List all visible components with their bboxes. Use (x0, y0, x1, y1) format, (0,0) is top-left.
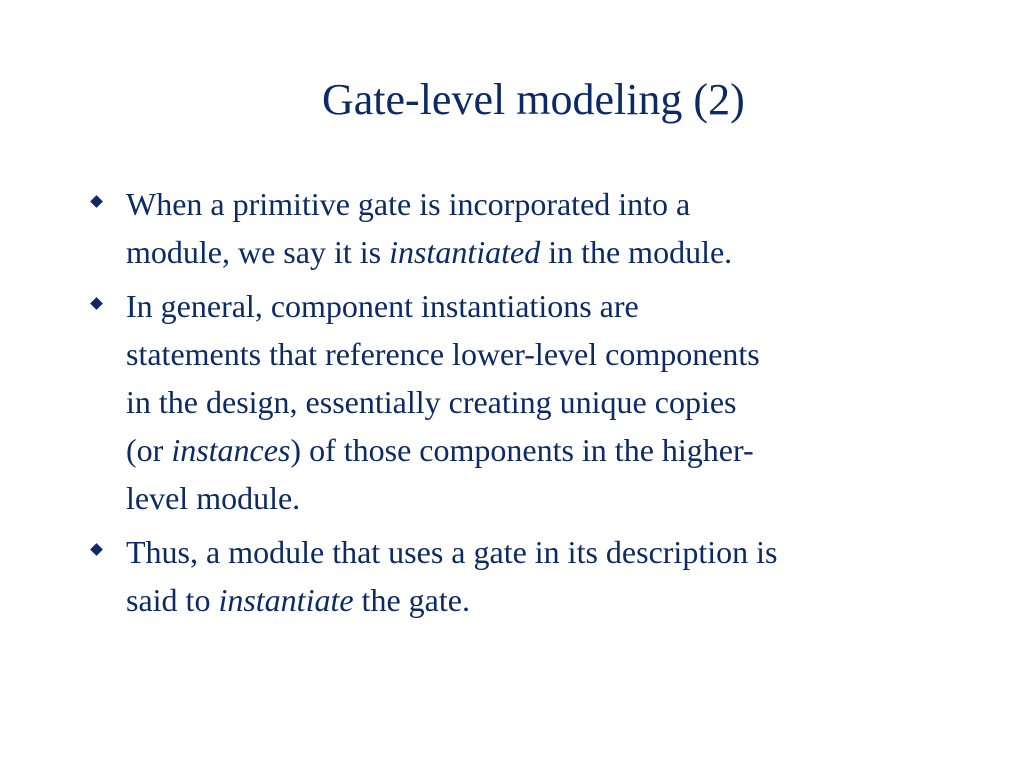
bullet-3-text: said to (126, 582, 219, 618)
bullet-2-text: (or (126, 432, 172, 468)
bullet-2-line-5: level module. (126, 480, 301, 516)
bullet-list (0, 180, 1024, 630)
bullet-3-line-2 (126, 576, 944, 624)
bullet-2-line-2: statements that reference lower-level components (126, 336, 760, 372)
bullet-2-emphasis: instances (171, 432, 291, 468)
bullet-item-2 (0, 282, 1024, 522)
bullet-1-line-2 (126, 228, 944, 276)
bullet-1-line-1: When a primitive gate is incorporated into a (126, 186, 691, 222)
diamond-bullet-icon (90, 195, 103, 208)
bullet-2-text-end: ) of those components in the higher- (290, 432, 754, 468)
bullet-1-emphasis: instantiated (389, 234, 541, 270)
bullet-3-text-end: the gate. (353, 582, 470, 618)
bullet-3-emphasis: instantiate (218, 582, 354, 618)
slide-title: Gate-level modeling (2) (322, 75, 745, 124)
bullet-2-line-3: in the design, essentially creating unique copies (126, 384, 737, 420)
bullet-1-text: module, we say it is (126, 234, 390, 270)
bullet-3-line-1: Thus, a module that uses a gate in its description is (126, 534, 778, 570)
bullet-2-line-1: In general, component instantiations are (126, 288, 639, 324)
bullet-2-line-4 (126, 426, 944, 474)
bullet-1-text-end: in the module. (540, 234, 733, 270)
diamond-bullet-icon (90, 543, 103, 556)
bullet-item-1 (0, 180, 1024, 276)
diamond-bullet-icon (90, 297, 103, 310)
bullet-item-3 (0, 528, 1024, 624)
